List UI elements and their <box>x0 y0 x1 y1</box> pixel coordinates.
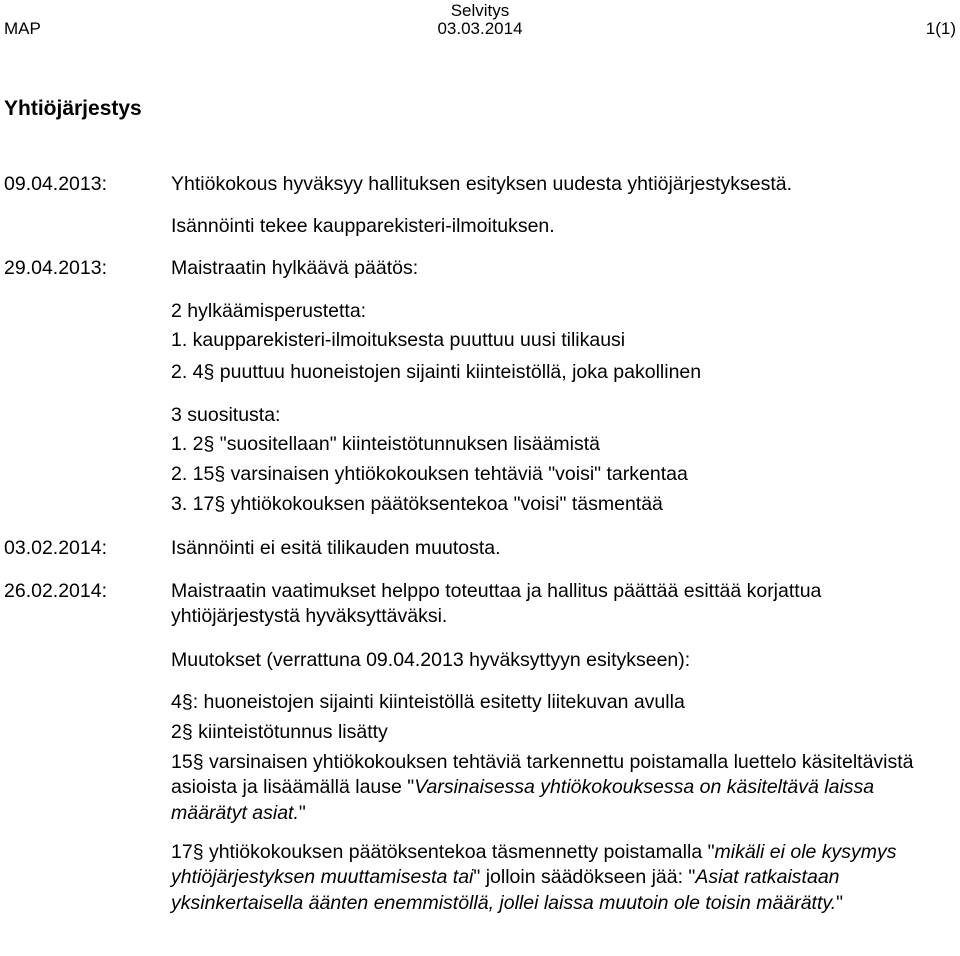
entry-date: 03.02.2014: <box>4 537 108 559</box>
entry-line: 2. 4§ puuttuu huoneistojen sijainti kiinteistöllä, joka pakollinen <box>171 361 702 383</box>
page-header <box>0 0 960 44</box>
change-paragraph-17 <box>171 840 936 916</box>
entry-line: Isännöinti ei esitä tilikauden muutosta. <box>171 537 501 559</box>
entry-line: 1. 2§ "suositellaan" kiinteistötunnuksen lisäämistä <box>171 433 600 455</box>
entry-line: Isännöinti tekee kaupparekisteri-ilmoituksen. <box>171 215 555 237</box>
organization-name: MAP <box>4 19 41 38</box>
change-text: 15§ varsinaisen yhtiökokouksen tehtäviä tarkennettu poistamalla luettelo käsiteltävistä asioista ja lisäämällä lause " <box>171 751 914 799</box>
entry-line: 2 hylkäämisperustetta: <box>171 300 367 322</box>
entry-line: 3. 17§ yhtiökokouksen päätöksentekoa "voisi" täsmentää <box>171 493 663 515</box>
quoted-text: Asiat ratkaistaan yksinkertaisella äänten enemmistöllä, jollei laissa muutoin ole toisin määrätty. <box>171 866 840 914</box>
quoted-text: Varsinaisessa yhtiökokouksessa on käsiteltävä laissa määrätyt asiat. <box>171 776 875 824</box>
entry-date: 09.04.2013: <box>4 173 108 195</box>
document-date: 03.03.2014 <box>437 19 523 38</box>
entry-line: Yhtiökokous hyväksyy hallituksen esityksen uudesta yhtiöjärjestyksestä. <box>171 173 793 195</box>
entry-line: Muutokset (verrattuna 09.04.2013 hyväksyttyyn esitykseen): <box>171 649 691 671</box>
entry-line: 3 suositusta: <box>171 404 281 426</box>
entry-line: Maistraatin hylkäävä päätös: <box>171 257 419 279</box>
change-text: " <box>298 801 306 824</box>
entry-line: 2. 15§ varsinaisen yhtiökokouksen tehtäviä "voisi" tarkentaa <box>171 463 688 485</box>
change-text: " jolloin säädökseen jää: " <box>473 866 696 889</box>
entry-date: 29.04.2013: <box>4 257 108 279</box>
quoted-text: mikäli ei ole kysymys yhtiöjärjestyksen muuttamisesta tai <box>171 841 897 889</box>
document-title: Yhtiöjärjestys <box>4 97 142 120</box>
entry-line: 4§: huoneistojen sijainti kiinteistöllä esitetty liitekuvan avulla <box>171 691 685 713</box>
entry-line: 2§ kiinteistötunnus lisätty <box>171 721 388 743</box>
entry-date: 26.02.2014: <box>4 580 108 602</box>
document-type: Selvitys <box>450 1 510 20</box>
change-text: 17§ yhtiökokouksen päätöksentekoa täsmennetty poistamalla " <box>171 841 715 863</box>
page-number: 1(1) <box>925 19 956 38</box>
entry-line: 1. kaupparekisteri-ilmoituksesta puuttuu uusi tilikausi <box>171 329 626 351</box>
change-paragraph-15 <box>171 750 936 826</box>
change-text: " <box>836 891 844 914</box>
entry-paragraph: Maistraatin vaatimukset helppo toteuttaa ja hallitus päättää esittää korjattua yhtiöjärjestystä hyväksyttäväksi. <box>171 580 822 628</box>
